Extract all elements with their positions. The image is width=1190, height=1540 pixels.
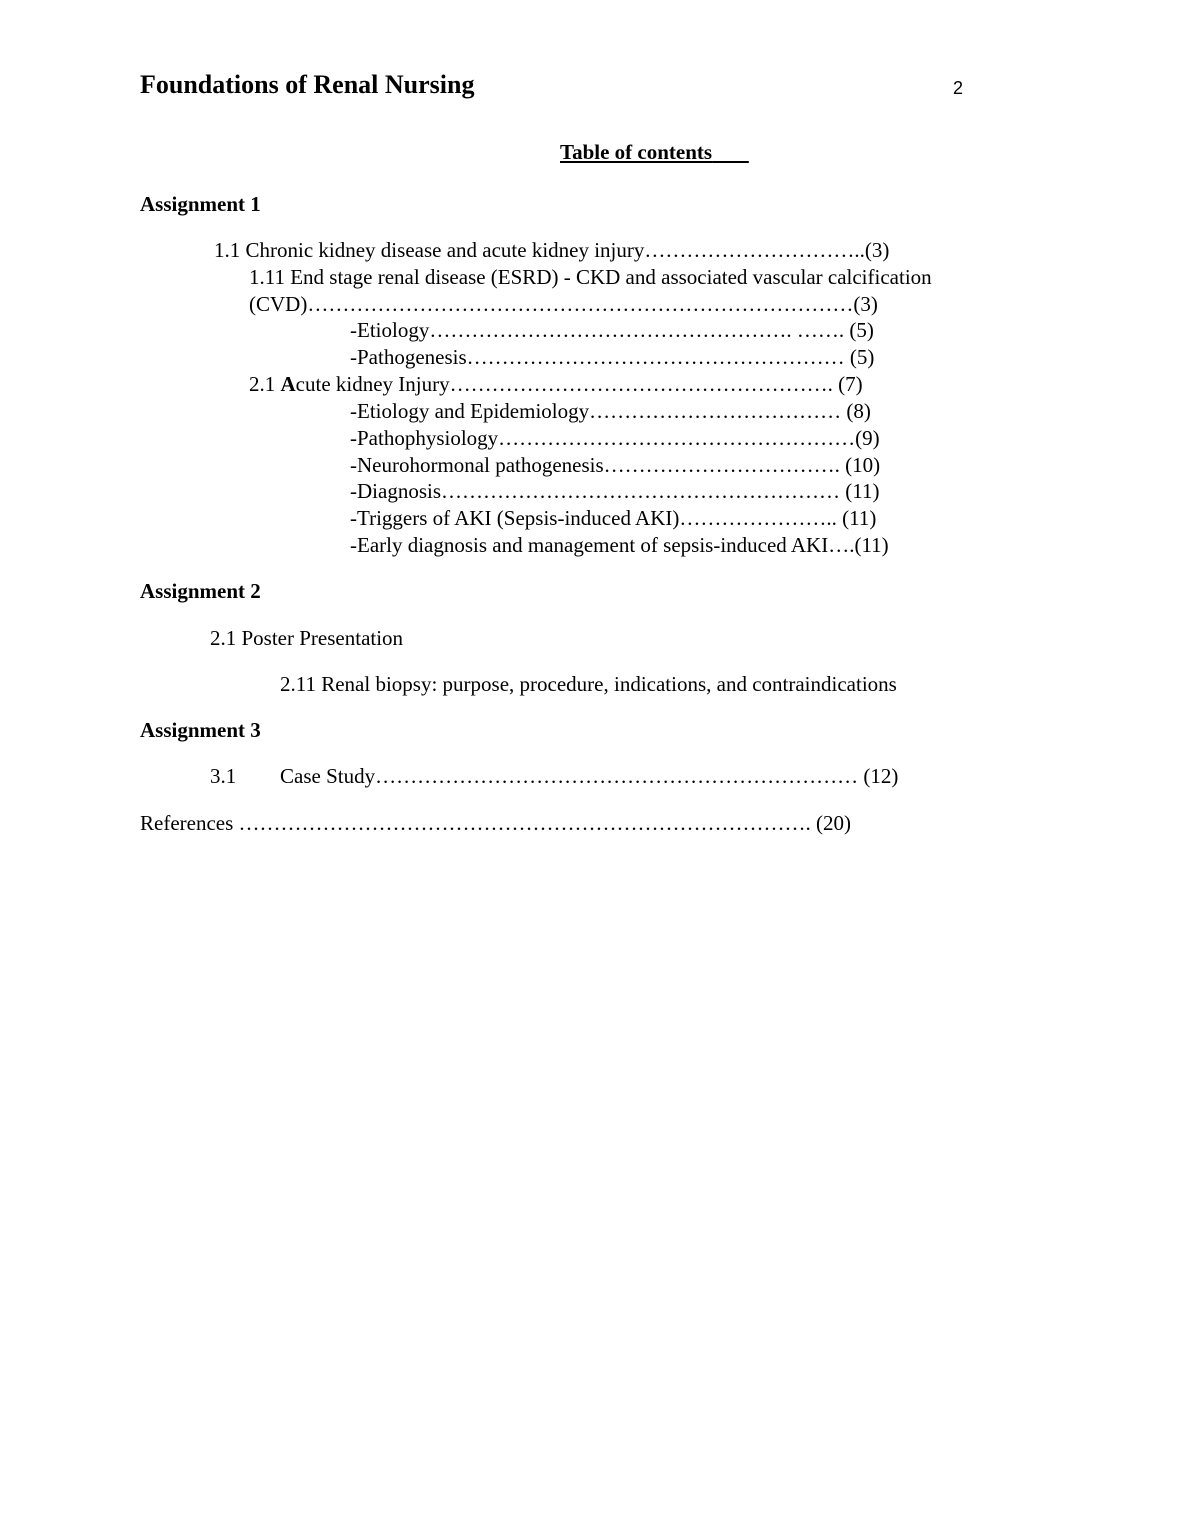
- toc-entry: -Diagnosis………………………………………………… (11): [350, 479, 880, 503]
- document-title: Foundations of Renal Nursing: [140, 70, 475, 99]
- assignment-3-heading: Assignment 3: [140, 718, 261, 742]
- toc-entry: 2.11 Renal biopsy: purpose, procedure, indications, and contraindications: [280, 672, 897, 696]
- toc-entry: (CVD)……………………………………………………………………(3): [249, 292, 878, 316]
- toc-entry: 1.1 Chronic kidney disease and acute kidney injury…………………………..(3): [214, 238, 890, 262]
- toc-entry: 2.1 Poster Presentation: [210, 626, 404, 650]
- toc-entry-number: 3.1: [210, 764, 237, 788]
- toc-entry-number: 2.1: [249, 372, 281, 396]
- toc-entry: -Etiology……………………………………………. ……. (5): [350, 318, 874, 342]
- toc-entry-bold-letter: A: [280, 372, 296, 396]
- toc-entry: -Etiology and Epidemiology……………………………… (8): [350, 399, 871, 423]
- toc-heading: Table of contents: [560, 140, 713, 164]
- toc-entry: -Triggers of AKI (Sepsis-induced AKI)………………….. (11): [350, 506, 877, 530]
- toc-entry: [249, 371, 863, 398]
- toc-entry: -Pathophysiology……………………………………………(9): [350, 426, 880, 450]
- references-entry: References ………………………………………………………………………. (20): [140, 811, 852, 835]
- toc-entry: Case Study…………………………………………………………… (12): [280, 764, 899, 788]
- page-number: 2: [953, 78, 964, 98]
- toc-entry-text: cute kidney Injury………………………………………………. (7): [295, 372, 863, 396]
- assignment-1-heading: Assignment 1: [140, 192, 261, 216]
- assignment-2-heading: Assignment 2: [140, 579, 261, 603]
- toc-entry: 1.11 End stage renal disease (ESRD) - CKD and associated vascular calcification: [249, 265, 932, 289]
- toc-entry: -Neurohormonal pathogenesis……………………………. (10): [350, 453, 881, 477]
- toc-entry: -Pathogenesis……………………………………………… (5): [350, 345, 875, 369]
- toc-entry: -Early diagnosis and management of sepsis-induced AKI….(11): [350, 533, 889, 557]
